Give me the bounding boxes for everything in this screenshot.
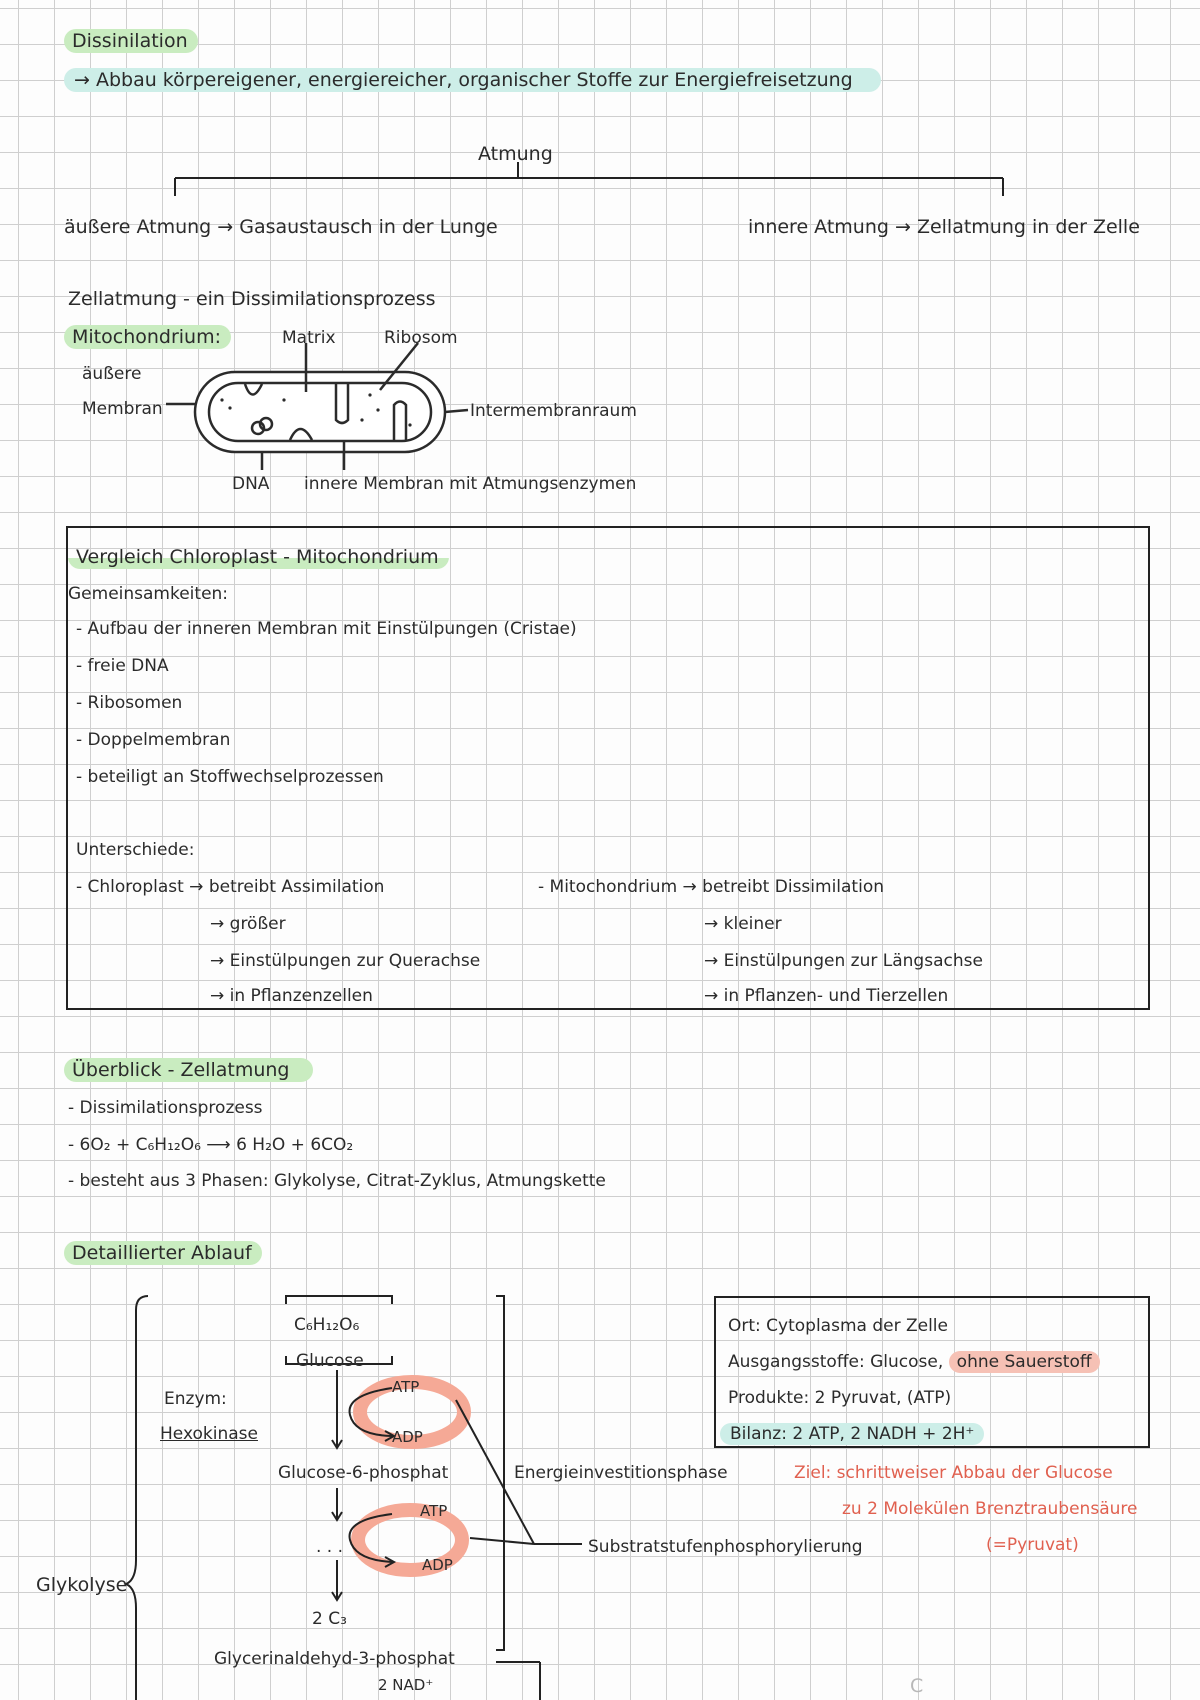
info-ort: Ort: Cytoplasma der Zelle	[728, 1316, 948, 1336]
label-inner-membrane: innere Membran mit Atmungsenzymen	[304, 474, 637, 494]
zellatmung-line: Zellatmung - ein Dissimilationsprozess	[68, 288, 436, 310]
mitochondrion-diagram	[166, 343, 468, 470]
mito-head: - Mitochondrium → betreibt Dissimilation	[538, 877, 884, 897]
overview-line-2: - 6O₂ + C₆H₁₂O₆ ⟶ 6 H₂O + 6CO₂	[68, 1135, 354, 1155]
enzyme-name: Hexokinase	[160, 1424, 258, 1444]
atp-label-1: ATP	[392, 1378, 420, 1396]
comparison-title: Vergleich Chloroplast - Mitochondrium	[68, 545, 449, 569]
label-ribosom: Ribosom	[384, 328, 458, 348]
mito-item-2: → Einstülpungen zur Längsachse	[704, 951, 983, 971]
mitochondrium-label: Mitochondrium:	[64, 325, 231, 349]
inner-respiration: innere Atmung → Zellatmung in der Zelle	[748, 216, 1140, 238]
dissimilation-heading: Dissinilation	[64, 29, 198, 53]
atp-label-2: ATP	[420, 1502, 448, 1520]
adp-label-2: ADP	[422, 1556, 453, 1574]
gap-label: Glycerinaldehyd-3-phosphat	[214, 1649, 455, 1669]
chloroplast-item-2: → Einstülpungen zur Querachse	[210, 951, 481, 971]
mito-item-1: → kleiner	[704, 914, 782, 934]
step-arrows	[332, 1370, 342, 1600]
common-item-3: - Ribosomen	[76, 693, 183, 713]
g6p-label: Glucose-6-phosphat	[278, 1463, 449, 1483]
glucose-label: Glucose	[296, 1351, 364, 1371]
nad-label: 2 NAD⁺	[378, 1676, 434, 1694]
mito-item-3: → in Pflanzen- und Tierzellen	[704, 986, 949, 1006]
label-intermembrane: Intermembranraum	[470, 401, 637, 421]
chloroplast-head: - Chloroplast → betreibt Assimilation	[76, 877, 385, 897]
ablauf-heading: Detaillierter Ablauf	[64, 1241, 262, 1265]
glucose-formula: C₆H₁₂O₆	[294, 1315, 360, 1335]
atmung-title: Atmung	[478, 143, 553, 165]
common-item-2: - freie DNA	[76, 656, 169, 676]
steps-dots: . . .	[316, 1537, 344, 1557]
label-dna: DNA	[232, 474, 270, 494]
chloroplast-item-1: → größer	[210, 914, 286, 934]
glykolyse-label: Glykolyse	[36, 1574, 128, 1596]
ziel-line-1: Ziel: schrittweiser Abbau der Glucose	[794, 1463, 1113, 1483]
common-item-4: - Doppelmembran	[76, 730, 231, 750]
ziel-line-3: (=Pyruvat)	[986, 1535, 1079, 1555]
substrat-label: Substratstufenphosphorylierung	[588, 1537, 863, 1557]
info-produkte: Produkte: 2 Pyruvat, (ATP)	[728, 1388, 952, 1408]
ziel-line-2: zu 2 Molekülen Brenztraubensäure	[842, 1499, 1138, 1519]
c3-label: 2 C₃	[312, 1609, 347, 1629]
overview-line-3: - besteht aus 3 Phasen: Glykolyse, Citrat-Zyklus, Atmungskette	[68, 1171, 606, 1191]
glykolyse-brace	[126, 1296, 148, 1700]
enzyme-label: Enzym:	[164, 1389, 227, 1409]
overview-heading: Überblick - Zellatmung	[64, 1058, 313, 1082]
outer-respiration: äußere Atmung → Gasaustausch in der Lunge	[64, 216, 498, 238]
atmung-bracket	[175, 162, 1003, 196]
dissimilation-definition: → Abbau körpereigener, energiereicher, organischer Stoffe zur Energiefreisetzung	[64, 68, 881, 92]
investition-label: Energieinvestitionsphase	[514, 1463, 728, 1483]
overview-line-1: - Dissimilationsprozess	[68, 1098, 263, 1118]
common-title: Gemeinsamkeiten:	[68, 584, 229, 604]
diff-title: Unterschiede:	[76, 840, 195, 860]
common-item-5: - beteiligt an Stoffwechselprozessen	[76, 767, 384, 787]
common-item-1: - Aufbau der inneren Membran mit Einstülpungen (Cristae)	[76, 619, 577, 639]
label-matrix: Matrix	[282, 328, 336, 348]
info-bilanz: Bilanz: 2 ATP, 2 NADH + 2H⁺	[720, 1422, 984, 1446]
label-outer-membrane-1: äußere	[82, 364, 142, 384]
chloroplast-item-3: → in Pflanzenzellen	[210, 986, 373, 1006]
page-corner-mark: C	[910, 1675, 924, 1697]
label-outer-membrane-2: Membran	[82, 399, 163, 419]
info-ausgangsstoffe: Ausgangsstoffe: Glucose, ohne Sauerstoff	[728, 1350, 1100, 1374]
adp-label-1: ADP	[392, 1428, 423, 1446]
